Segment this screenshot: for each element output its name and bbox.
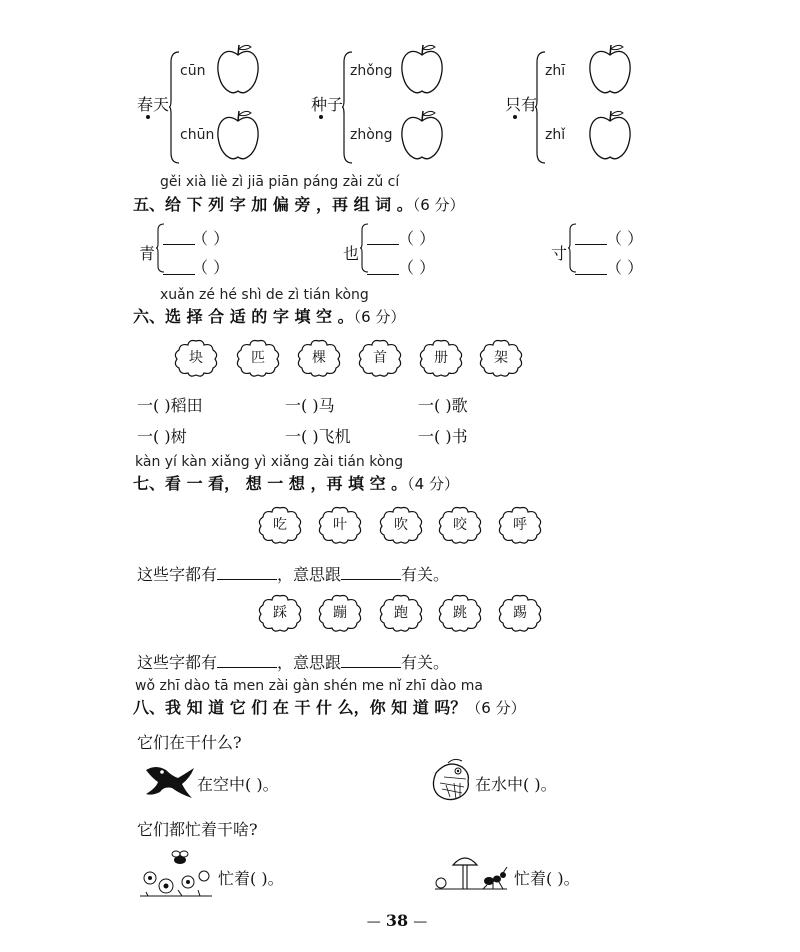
word-zhongzi: 种子 [311,95,344,114]
char-flower: 咬 [436,505,484,545]
brace [155,222,165,274]
char-ye: 也 [343,244,360,263]
option-flower[interactable]: 匹 [234,338,282,378]
section5-title [133,192,465,215]
char-flower: 踢 [496,593,544,633]
answer-paren[interactable]: （ ） [398,229,436,248]
answer-blank[interactable] [217,651,277,668]
brace [359,222,369,274]
pinyin-zhong3[interactable]: zhǒng [350,63,393,79]
apple-icon[interactable] [400,43,444,95]
answer-line[interactable] [575,244,607,245]
answer-line[interactable] [163,244,195,245]
answer-paren[interactable]: （ ） [398,258,436,277]
question-2: 它们都忙着干啥? [137,820,258,839]
option-flower[interactable]: 架 [477,338,525,378]
bee-answer[interactable]: 忙着( )。 [218,869,284,888]
swallow-icon [142,760,196,800]
answer-blank[interactable] [341,651,401,668]
char-flower: 叶 [316,505,364,545]
dot-mark [318,114,324,120]
answer-paren[interactable]: （ ） [606,258,644,277]
section7-text: 看 一 看， 想 一 想 ，再 填 空 。 [165,474,408,493]
option-flower[interactable]: 块 [172,338,220,378]
section6-text: 选 择 合 适 的 字 填 空 。 [165,307,354,326]
section8-pinyin: wǒ zhī dào tā men zài gàn shén me nǐ zhī dào ma [135,678,483,694]
section8-text: 我 知 道 它 们 在 干 什 么，你 知 道 吗？ [165,698,467,717]
apple-icon[interactable] [400,109,444,161]
fill-item[interactable]: 一( )树 [137,427,187,446]
section8-num: 八、 [133,698,166,717]
apple-icon[interactable] [216,109,260,161]
apple-icon[interactable] [588,43,632,95]
char-flower: 呼 [496,505,544,545]
bird-answer[interactable]: 在空中( )。 [197,775,279,794]
char-flower: 吃 [256,505,304,545]
section8-title [133,695,526,718]
char-flower: 踩 [256,593,304,633]
fill-item[interactable]: 一( )马 [285,396,335,415]
dot-mark [512,114,518,120]
pinyin-cun[interactable]: cūn [180,63,206,79]
option-flower[interactable]: 首 [356,338,404,378]
word-zhiyou: 只有 [505,95,538,114]
fill-item[interactable]: 一( )书 [418,427,468,446]
answer-line[interactable] [163,274,195,275]
bee-flowers-icon [138,848,214,898]
section5-pinyin: gěi xià liè zì jiā piān páng zài zǔ cí [160,174,400,190]
apple-icon[interactable] [588,109,632,161]
answer-line[interactable] [367,244,399,245]
answer-line[interactable] [367,274,399,275]
char-flower: 跑 [377,593,425,633]
section8-score: （6 分） [466,699,526,717]
answer-paren[interactable]: （ ） [606,229,644,248]
answer-blank[interactable] [341,563,401,580]
fish-icon [428,757,474,803]
section6-title [133,304,405,327]
fill-item[interactable]: 一( )歌 [418,396,468,415]
fill-item[interactable]: 一( )稻田 [137,396,203,415]
apple-icon[interactable] [216,43,260,95]
brace [567,222,577,274]
section5-num: 五、 [133,195,166,214]
char-qing: 青 [139,244,156,263]
answer-line[interactable] [575,274,607,275]
section6-score: （6 分） [353,308,406,326]
answer-paren[interactable]: （ ） [192,258,230,277]
section5-score: （6 分） [412,196,465,214]
pinyin-zhi1[interactable]: zhī [545,63,566,79]
ant-answer[interactable]: 忙着( )。 [514,869,580,888]
section7-pinyin: kàn yí kàn xiǎng yì xiǎng zài tián kòng [135,454,404,470]
section7-title [133,471,459,494]
char-flower: 蹦 [316,593,364,633]
pinyin-chun[interactable]: chūn [180,127,215,143]
char-flower: 跳 [436,593,484,633]
option-flower[interactable]: 册 [417,338,465,378]
ant-mushroom-icon [431,851,511,895]
section7-num: 七、 [133,474,166,493]
section7-score: （4 分） [407,475,459,493]
char-cun: 寸 [551,244,568,263]
section5-text: 给 下 列 字 加 偏 旁 ，再 组 词 。 [165,195,413,214]
sentence-2: 这些字都有 ，意思跟 有关。 [137,653,450,672]
question-1: 它们在干什么? [137,733,242,752]
brace [168,50,180,165]
option-flower[interactable]: 棵 [295,338,343,378]
answer-paren[interactable]: （ ） [192,229,230,248]
section6-pinyin: xuǎn zé hé shì de zì tián kòng [160,287,369,303]
dot-mark [145,114,151,120]
pinyin-zhong4[interactable]: zhòng [350,127,393,143]
fill-item[interactable]: 一( )飞机 [285,427,351,446]
word-chuntian: 春天 [137,95,170,114]
fish-answer[interactable]: 在水中( )。 [475,775,557,794]
page-number: — 38 — [366,911,428,930]
char-flower: 吹 [377,505,425,545]
pinyin-zhi3[interactable]: zhǐ [545,127,566,143]
section6-num: 六、 [133,307,166,326]
sentence-1: 这些字都有 ，意思跟 有关。 [137,565,450,584]
answer-blank[interactable] [217,563,277,580]
